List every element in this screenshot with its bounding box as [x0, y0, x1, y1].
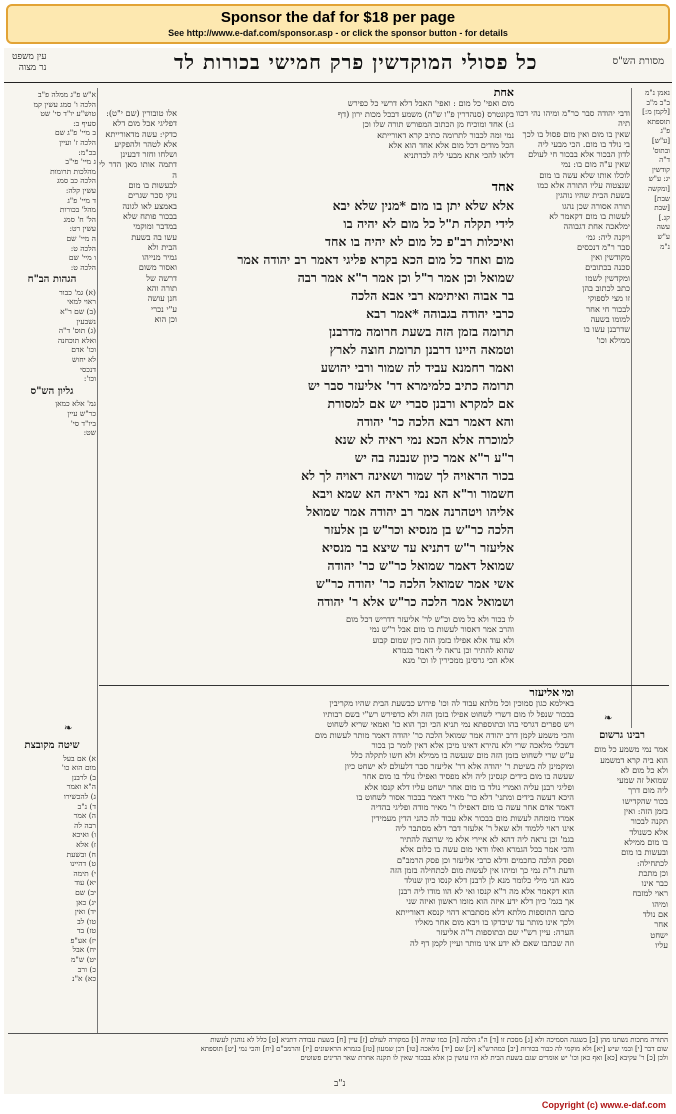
- tosafot-top-line: ג:) אחד ומוכיח מן הכתוב המפורש תורה שלו וכן: [362, 119, 514, 130]
- bottom-tosafot-line: אך בגמ' כיון דלא ידע איזה הוא מומו ראשון ואיזה שני: [406, 896, 574, 907]
- masoret-line: פ"ג: [660, 126, 670, 136]
- rabbeinu-gershom-column: [576, 728, 668, 1028]
- bottom-tosafot-line: ולכך אינו מותר עד שיבדקו בו ויבא מום אחר מאליו: [415, 916, 574, 927]
- ein-mishpat-label-2: נר מצוה: [18, 63, 47, 73]
- tosafot-line: גמיר מנייהו: [142, 252, 177, 263]
- gemara-line: הלכה כר"ש בן מנסיא וכר"ש בן אלעזר: [324, 522, 514, 537]
- rashi-line: סבר ר"מ דנכסים: [577, 241, 630, 252]
- rashi-line: זו מצי לספוקי: [587, 293, 630, 304]
- gershom-line: כבר אינו: [641, 878, 668, 889]
- rashi-line: תורה אסורה שכן נהגו: [561, 200, 630, 211]
- tosafot-line: כדקי: עשה מדאורייתא: [105, 128, 177, 139]
- gilyon-line: שט:: [83, 428, 96, 438]
- ein-mishpat-line: הל' ח' סמג: [63, 214, 96, 224]
- rashi-line: לעשות בו מום דקאמר לא: [549, 210, 630, 221]
- bottom-tosafot-line: אינו ראוי ללמוד ולא שאל ר' אלעזר דבר דלא מסתבר ליה: [395, 823, 574, 834]
- hagahot-habach-title: הגהות הב"ח: [27, 274, 77, 286]
- hagahot-line: (ג) תוס' ד"ה: [58, 326, 96, 336]
- bottom-tosafot-line: וזה שכתבו שאם לא ידע אינו מותר ועיין לקמן דף לה: [410, 937, 574, 948]
- ein-mishpat-line: עשין קלה:: [65, 185, 96, 195]
- tosafot-top-line: נמי ומה לכבור לתרומה כתיב קרא דאורייתא: [377, 129, 514, 140]
- ein-mishpat-column: [8, 90, 96, 630]
- masoret-line: [לקמן מ:]: [642, 107, 670, 117]
- gilyon-hashas-text: [8, 399, 96, 437]
- gershom-line: ובעשות בו מום: [621, 847, 668, 858]
- gemara-line: שמואל דאמר שמואל כר"ש כר' יהודה: [327, 558, 514, 573]
- hagahot-line: ואלא תוכחנה: [57, 335, 96, 345]
- gemara-line: אליהו ויטהרנה אמר רב יהודה אמר שמואל: [306, 504, 514, 519]
- divider-right: [631, 88, 632, 728]
- ein-mishpat-line: טוש"ע יו"ד סי' שט: [40, 109, 96, 119]
- shita-line: י) תימה: [73, 868, 96, 878]
- tosafot-line: תורה והא: [146, 283, 177, 294]
- hagahot-line: ראוי למאי: [67, 297, 96, 307]
- tosafot-top-block: [179, 88, 514, 176]
- shita-line: ב) לרבנן: [71, 772, 96, 782]
- bottom-tosafot-line: אמרו מומחה לעשות מום בבכור אלא עבוד לה כהני הדין מעמידין: [371, 812, 574, 823]
- shita-line: ו) ואיכא: [72, 830, 96, 840]
- rashi-line: שנצטוה עליו התורה אלא כמו: [537, 180, 630, 191]
- gershom-line: ומיהו: [652, 898, 668, 909]
- sponsor-banner[interactable]: [6, 4, 670, 44]
- gershom-line: בכור שהקדישו: [622, 795, 668, 806]
- tosafot-top-line: הכל מודים דכל מום אלא אחד הוא אלא: [388, 140, 514, 151]
- sponsor-title: Sponsor the daf for $18 per page: [220, 9, 456, 26]
- gemara-line: בר אבוה ואיתימא רבי אבא הלכה: [350, 288, 514, 303]
- gemara-line: ושמואל אמר הלכה כר"ש אלא ר' יהודה: [317, 594, 514, 609]
- gershom-line: אמר נמי משמע כל מום: [594, 744, 668, 755]
- bottom-tosafot-text: [99, 698, 574, 948]
- ein-mishpat-line: ו מיי' שם: [68, 253, 96, 263]
- bottom-tosafot-line: ע"ש שרי לשחוט בזמן הזה מום שנעשה בו ממילא ולא חשו לתקלה כלל: [350, 750, 574, 761]
- rashi-line: ממילא וכו': [596, 334, 630, 345]
- gemara-line: והא דאמר רבא הלכה כר' יהודה: [356, 414, 514, 429]
- shita-line: יט) ש"מ: [70, 955, 96, 965]
- gershom-line: ראוי למזבח: [632, 888, 668, 899]
- shita-line: רבה לה: [74, 820, 96, 830]
- tosafot-line: חנן עושה: [147, 293, 177, 304]
- gemara-line: תרומה כתיב כלמימרא דר' אליעזר סבר יש: [307, 378, 514, 393]
- ein-mishpat-line: הלכה ז' ועיין: [59, 137, 96, 147]
- gemara-lower-line: אלא הכי גרסינן ממכירין לו וכו' מנא: [402, 655, 514, 666]
- page-title: כל פסולי המוקדשין פרק חמישי בכורות לד: [174, 50, 538, 74]
- ein-mishpat-line: עשין רט:: [69, 224, 96, 234]
- gershom-line: אלא כשנולד: [629, 826, 668, 837]
- masoret-line: עשה: [656, 222, 670, 232]
- masoret-line: קודשין: [652, 164, 670, 174]
- bottom-tosafot-line: שעשה בו מום בידים קנסינן ליה ולא מפסיד ואפילו נולד בו מום אחר: [362, 771, 574, 782]
- footnote-line: ולכן [כ] ר' עקיבא [כא] ואף כאן וכו' יש אומרים שגם בשעת הבית לא היו עושין כן אלא בבכור שאין לו תקנה אחרת שאר הדינים פשוטים: [300, 1053, 668, 1062]
- gershom-line: שמואל זה שמעי: [616, 775, 668, 786]
- gemara-line: לידי תקלה ת"ל כל מום לא יהיה בו: [343, 216, 514, 231]
- gemara-main-text: [179, 178, 514, 613]
- shita-line: ה"א ואמר: [66, 782, 96, 792]
- bottom-tosafot-line: והכי אמר בכל הגמרא ואלו ודאי מום עשה בו כלום אלא: [400, 844, 574, 855]
- gemara-line: תרומה בזמן הזה בשעת חרומה מדרבנן: [328, 324, 514, 339]
- bottom-tosafot-block: [99, 688, 574, 1008]
- gemara-lower-line: שהוא להתיר וכן נראה לי דאמר בגמרא: [392, 644, 514, 655]
- tosafot-line: לבעשות בו מום: [128, 180, 177, 191]
- divider-left: [97, 88, 98, 1033]
- masoret-line: [ע"ש]: [651, 135, 670, 145]
- bottom-tosafot-line: ויש ספרים דגרסי בהו ובתוספתא נמי תניא הכי וכך הוא כו' ואמאי שריא לשחוט: [326, 719, 574, 730]
- shita-line: א) אם בעל: [63, 753, 96, 763]
- tosafot-line: אלו טובורין (שם י"ט):: [106, 108, 177, 118]
- masoret-line: שבת]: [654, 193, 670, 203]
- ein-mishpat-label-1: עין משפט: [12, 52, 47, 62]
- tosafot-line: ע"י נכרי: [151, 303, 177, 314]
- gershom-line: ישחט: [650, 929, 668, 940]
- gemara-line: ר"ע ר"א אמר כיון שנבנה בה יש: [354, 450, 514, 465]
- masoret-line: ובתוס': [652, 145, 670, 155]
- tosafot-top-text: [179, 98, 514, 160]
- rashi-column: [516, 108, 630, 678]
- tosafot-top-line: דלאו להכי אתא מבעי ליה לכדתניא: [403, 150, 514, 161]
- gershom-line: בזמן הזה: ואין: [623, 806, 668, 817]
- bottom-tosafot-line: מנא הני מילי כלומר מנא לן לרבנן דלא קנסו כיון שנולד: [404, 875, 574, 886]
- tosafot-top-line: בקונטרס (סנהדרין פ"ו ש"ה) משמע דבכל מכות ירון (דף: [337, 108, 514, 119]
- masoret-line: נאמן נ"מ: [645, 88, 670, 97]
- tosafot-line: במדבר ומוקמי: [133, 221, 177, 232]
- shita-line: ח) ובשעת: [66, 849, 96, 859]
- masoret-line: [שבת: [654, 203, 670, 213]
- shita-mekubetzet-title: שיטה מקובצת: [24, 740, 80, 751]
- bottom-tosafot-line: דשבלי מלאכה שרי ולא נהירא דאינו מיכן אלא דאין לומר כן בכור: [371, 740, 574, 751]
- rashi-line: לבכור חי אחר: [586, 303, 630, 314]
- gershom-line: לכתחילה:: [636, 857, 668, 868]
- shita-line: טז) בד: [76, 926, 96, 936]
- ein-mishpat-line: ב מיי' פ"ג שם: [54, 128, 96, 138]
- hagahot-line: דנכסי: [80, 364, 96, 374]
- rashi-line: ומקדשין לשמו: [585, 272, 630, 283]
- gemara-opening-word: אחד: [491, 180, 514, 195]
- page-number: נ"ב: [334, 1079, 346, 1089]
- ein-mishpat-line: מהלכות תרומות: [50, 166, 96, 176]
- bottom-tosafot-line: כתבו התוספות מלתא דלא מסתברא דהוי קנסא דאורייתא: [395, 906, 574, 917]
- tosafot-line: בבכור פותח שלא: [123, 210, 177, 221]
- shita-line: יח) אבל: [72, 945, 96, 955]
- shita-line: מום הוא כו': [61, 763, 96, 773]
- gemara-lower-text: [179, 614, 514, 684]
- bottom-tosafot-line: ומוקמינן לה בשיטת ר' יהודה אלא דר' אליעזר סבר דלעולם לא ישחט כיון: [344, 760, 574, 771]
- shita-line: ז) אלא: [76, 839, 96, 849]
- gemara-line: וטמאה היינו דרבנן תרומת חוצה לארץ: [329, 342, 514, 357]
- rashi-line: שאין ע"ה מום בו: נמי: [561, 159, 630, 170]
- bottom-tosafot-line: ודעת ר"ת נמי כך ומיהו אין לעשות מום לכתחילה בזמן הזה: [390, 864, 574, 875]
- ornament-right-icon: ❧: [604, 713, 613, 724]
- hagahot-line: לא יחוש: [71, 355, 96, 365]
- gemara-lower-line: לו בכור ולא כל מום וכ"ש לר' אליעזר דדריש דכל מום: [346, 614, 514, 624]
- masoret-line: ב"ב מ"ב: [646, 97, 670, 107]
- hagahot-line: וכו' אדם: [71, 345, 96, 355]
- masoret-line: תוספתא: [647, 116, 670, 126]
- tosafot-dibbur-hamatchil: אחת: [493, 88, 514, 99]
- gemara-line: ואמר רחמנא עביד לה שמור ורבי יהושע: [320, 360, 514, 375]
- gershom-line: וכן מתכת: [638, 867, 668, 878]
- shita-line: ט) דהיינו: [69, 859, 96, 869]
- gilyon-line: כר"ש עיין: [67, 409, 96, 418]
- rashi-line: למומו בשעה: [590, 313, 630, 324]
- bottom-tosafot-line: בבכור שנפל לו מום דשרי לשחוט אפילו בזמן הזה ולא כדפירש רש"י בשם רבותיו: [323, 708, 574, 719]
- sponsor-subtitle: See http://www.e-daf.com/sponsor.asp - or click the sponsor button - for details: [168, 28, 508, 38]
- tosafot-line: דרשה של: [146, 272, 177, 283]
- ein-mishpat-line: הלכה כב סמג: [56, 176, 96, 186]
- gemara-line: אלא שלא יתן בו מום *מנין שלא יבא: [332, 198, 514, 213]
- bottom-tosafot-line: דאמר אדם אחר עשה בו מום דאפילו ר' מאיר מודה ופליגי בהדיה: [370, 802, 574, 813]
- rashi-line: מקודשין ואין: [590, 252, 630, 263]
- tosafot-line: נוקי סכר שגרים: [128, 190, 177, 201]
- gilyon-line: ביו"ד סי': [70, 418, 96, 428]
- gemara-line: אם למקרא ורבנן סברי יש אם למסורת: [327, 396, 514, 411]
- ein-mishpat-line: הלכה ו' סמג עשין קמ: [33, 99, 96, 109]
- hagahot-line: (א) גמ' כבור: [59, 287, 96, 297]
- tosafot-line: באמצע לאו לגונה: [122, 200, 177, 211]
- gemara-line: בכור הראויה לך שמור ושאינה ראויה לך לא: [301, 468, 514, 483]
- shita-line: יג) כאן: [76, 897, 96, 907]
- rashi-line: שאין בו מום ואין מום פסול בו לכך: [522, 128, 630, 139]
- gilyon-hashas-title: גליון הש"ס: [30, 385, 74, 397]
- rashi-line: ויקנה ליה: גמ׳: [585, 231, 630, 242]
- bottom-dibbur-2: אליעזר: [529, 688, 560, 699]
- ein-mishpat-line: הלכה ט:: [70, 262, 96, 272]
- rashi-line: ודבי יהודה סבר כר"מ ומיהו נהי דכוותיה: [516, 108, 630, 129]
- gershom-line: אחר: [654, 919, 668, 930]
- tosafot-line: דפליגי אכל מום דלא: [112, 118, 177, 129]
- shita-mekubetzet-text: [8, 754, 96, 984]
- rashi-line: בשעת הבית שהיו נוהגין: [555, 190, 630, 201]
- shita-line: טו) לב: [77, 916, 96, 926]
- rashi-line: סכנה בכתובים: [585, 262, 630, 273]
- talmud-page: [4, 48, 672, 1094]
- tosafot-line: ושלחו וחזר דבעינן: [120, 149, 177, 160]
- bottom-tosafot-line: הערה: עיין רש"י שם ובתוספות ד"ה אליעזר: [436, 927, 574, 938]
- masoret-line: יג: ע"ש: [648, 174, 670, 184]
- gemara-lower-line: והרב אמר דאסור לעשות בו מום אבל ר"ש נמי: [369, 624, 514, 635]
- ornament-left-icon: ❧: [64, 723, 73, 734]
- masoret-line: ד"ה: [659, 155, 670, 165]
- tosafot-line: הבית ולא: [147, 241, 177, 252]
- tosafot-line: עשו בה בשעת: [131, 231, 177, 242]
- shita-line: ג) להכשירו: [63, 791, 96, 801]
- masoret-line: ע"ש: [657, 231, 670, 241]
- bottom-tosafot-line: היכא דעשה בידים ומתני' דלא כר' מאיר דאמר בבכור אסור לשחוט בו: [356, 792, 574, 803]
- gemara-line: חשמור ור"א הא נמי ראיה הא שמא ויבא: [312, 486, 514, 501]
- hagahot-habach-text: [8, 288, 96, 384]
- tosafot-line: אלא לטהר ולהפקיע: [114, 138, 177, 149]
- gemara-line: שמואל וכן אמר ר"ל וכן אמר ר"א אמר רבה: [297, 270, 514, 285]
- shita-line: כא) א"נ: [72, 974, 96, 984]
- gershom-line: תקנה לבכור: [630, 816, 668, 827]
- rashi-line: בי נולד בו מום. הכי מבעי ליה: [537, 138, 630, 149]
- shita-line: יב) שם: [75, 887, 96, 897]
- bottom-tosafot-line: בגמ' וכן נראה ליה דהא לא איירי אלא מי שרוצה להתיר: [400, 833, 574, 844]
- masoret-line: נ"מ: [660, 241, 670, 251]
- footnote-line: שום דבר [י] ובמי שיש [יא] ולא מוקמי לה כבור בכורות [יב] כמהרש"א [יג] שם [יד] מלאכה [טו] רבן שמעון [טז] בגמרא הראשונים [יז] והרמב"ם [יח] והכי נמי [יט] תוספתא: [200, 1044, 668, 1053]
- bottom-tosafot-line: הוא דקאמר אלא מה ר"א קנסו ואי לא הוו מודו ליה רבנן: [398, 885, 574, 896]
- shita-line: יא) עוד: [74, 878, 96, 888]
- gershom-line: ליה מום דרך: [628, 785, 668, 796]
- rabbeinu-gershom-title: רבינו גרשום: [599, 730, 645, 741]
- ein-mishpat-line: ד מיי' פ"ג: [67, 195, 96, 205]
- gemara-line: מום ואחד כל מום הכא בקרא פליגי דאמר רב יהודה אמר: [237, 252, 514, 267]
- masoret-line: קנ.]: [658, 212, 670, 222]
- footnote-line: התורה מתכות נשתנו מהן [ב] בשגגה הסמיכה ולא [ג] מסכת זו [ד] ה"ג הלכה [ה] כמו שהיה [ו] במקורה לעולם [ז] עיין [ח] בשעת עבודה דתניא [ט] כלל לא נוהגין לעשות: [210, 1036, 668, 1044]
- rashi-line: כתב לכתוב בהן: [582, 283, 630, 294]
- gershom-line: אם נולד: [642, 909, 668, 920]
- hagahot-line: נשבעין: [76, 316, 96, 326]
- ein-mishpat-label: [12, 52, 46, 74]
- gershom-line: עליו: [655, 939, 668, 950]
- gershom-line: בו מום ממילא: [624, 836, 668, 847]
- gemara-lines: [179, 197, 514, 613]
- ein-mishpat-text: [8, 90, 96, 272]
- tosafot-line: דתמה אותו מאן הדר ליה: [99, 159, 177, 180]
- ein-mishpat-line: ג מיי' פי"ב: [65, 157, 96, 167]
- footnotes-block: [8, 1033, 668, 1078]
- gemara-line: אליעזר ר"ש דתניא עד שיצא בר מנסיא: [321, 540, 514, 555]
- gemara-line: למוכרה אלא הכא נמי ראיה לא שנא: [334, 432, 514, 447]
- ein-mishpat-line: סעיף ב:: [73, 118, 96, 128]
- gemara-line: כרבי יהודה בגבוהה *אמר רבא: [366, 306, 514, 321]
- gemara-line: [179, 611, 514, 613]
- shita-line: יד) ואין: [74, 907, 96, 917]
- gilyon-line: גמ' אלא כמאן: [55, 399, 96, 409]
- bottom-tosafot-line: ופסק הלכה כחכמים ודלא כרבי אליעזר וכן פסק הרמב"ם: [396, 854, 574, 865]
- shita-line: כ) ורב: [77, 964, 96, 974]
- bottom-tosafot-line: באילמא כגון סמוכין וכל מלתא עבוד לה וכו' פירוש כבשעת הבית שהיו מקריבין: [329, 698, 574, 709]
- bottom-dibbur-1: ומי: [561, 688, 574, 699]
- hagahot-line: (ב) שם ר"א: [60, 307, 96, 317]
- bottom-tosafot-line: ופליגי רבנן עליה ואמרי נולד בו מום אחר ישחט עליו דלא קנסו אלא: [364, 781, 574, 792]
- tosafot-column: [99, 108, 177, 698]
- ein-mishpat-line: א"ש פ"ג ממלה פ"ב: [38, 90, 96, 99]
- gemara-line: אשי אמר שמואל הלכה כר' יהודה כר"ש: [315, 576, 514, 591]
- copyright-notice[interactable]: Copyright (c) www.e-daf.com: [541, 1100, 666, 1110]
- shita-line: יז) אע"פ: [70, 935, 96, 945]
- tosafot-top-line: מום ואפי' כל מום : ואפי' האבל דלא דרשי כל כפירש: [347, 98, 514, 109]
- tosafot-line: וכן הוא: [154, 313, 177, 324]
- page-header: [4, 48, 672, 83]
- ein-mishpat-line: בכ"מ:: [78, 147, 96, 157]
- rashi-line: שדרבנן עשו בו: [583, 324, 630, 335]
- bottom-tosafot-line: והכי משמע לקמן דרב יהודה אמר שמואל הלכה כר' יהודה דאמר מותר לעשות מום: [314, 729, 574, 740]
- ein-mishpat-line: הלכה ט:: [70, 243, 96, 253]
- gemara-line: ואיכלות רב"פ כל מום לא יהיה בו אחד: [324, 234, 514, 249]
- masoret-line: [ומקשה: [648, 183, 670, 193]
- rashi-line: ימלאכה אחת דגבוהה: [563, 221, 630, 232]
- shita-line: ה) אמר: [73, 811, 96, 821]
- masoret-hashas-column: [632, 88, 670, 728]
- hagahot-line: וכו':: [83, 374, 96, 384]
- shita-mekubetzet-column: [8, 738, 96, 1028]
- rashi-line: לדון הבכור אלא בבכור חי לעולם: [528, 149, 630, 160]
- divider-mid: [99, 685, 669, 686]
- gershom-line: הוא ביה קרא דמשמע: [600, 754, 668, 765]
- rabbeinu-gershom-text: [576, 744, 668, 950]
- ein-mishpat-line: מהל' בכורות: [59, 205, 96, 215]
- gemara-lower-line: ולא עוד אלא אפילו בזמן הזה כיון שמום קבוע: [372, 634, 514, 645]
- gershom-line: ולא כל מום לא: [620, 764, 668, 775]
- rashi-line: לוכלו אותו שלא עשה בו מום: [539, 169, 630, 180]
- ein-mishpat-line: ה מיי' שם: [66, 233, 96, 243]
- tosafot-line: ואסור משום: [138, 262, 177, 273]
- shita-line: ד) נ"ב: [77, 801, 96, 811]
- masoret-hashas-label: מסורת הש"ס: [612, 56, 664, 67]
